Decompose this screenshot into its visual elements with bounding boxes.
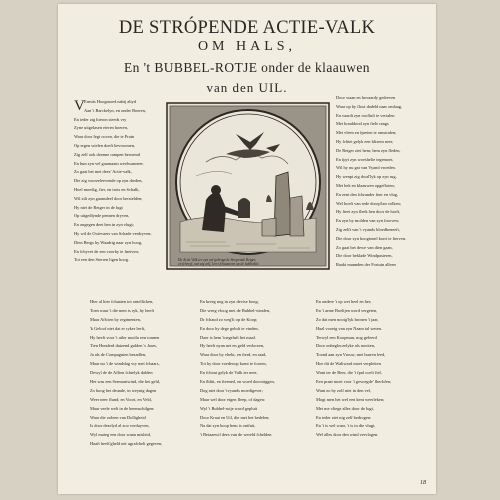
verse-line: Wil zilt zyn gaansdeel door herstelden; <box>74 195 143 201</box>
verse-line: Aan 't Barckelyn, en onder Boeren, <box>84 107 146 113</box>
page-number: 18 <box>420 480 426 486</box>
verse-line: Waar door Iegt oocen, die te Pruin <box>74 134 135 140</box>
verse-line: Wil hy nu gat van Vyand vroeden. <box>336 165 396 171</box>
verse-line: En fchout gelyk de Valk ter neer, <box>200 370 258 376</box>
verse-line: Waar die ooleen van Dolligheid <box>90 414 146 420</box>
verse-line: Ja als de Compagnien bezadlen, <box>90 352 147 358</box>
bottom-verse-column-3 <box>316 298 426 440</box>
verse-line: Hier al hier fchaaten tot ontellicken, <box>90 299 154 304</box>
verse-line: Een praat moet voor 't gevoegde' fhechfen; <box>316 379 392 385</box>
verse-line: Met honddood zyn fiele rangs <box>336 121 389 127</box>
verse-line: En hun zyn vel gaarnaam weelwanneer. <box>74 160 144 166</box>
verse-line: 't Betaaewil dees van de wereld fchelden <box>200 432 272 438</box>
verse-line: Die zig voorzeleevende op zyn rheden, <box>74 178 143 184</box>
drop-cap: V <box>74 98 85 114</box>
verse-line: Die weeg vloog met de Bubbel-winden, <box>200 307 270 313</box>
verse-line: Hy heeft voor 't uiler nooilu een tonnen <box>90 334 160 340</box>
right-verse-column <box>336 94 426 270</box>
verse-line: Op uitgedlynde pennen dryven, <box>74 213 130 219</box>
verse-line: Maar Affcien by regimenten, <box>90 316 141 322</box>
verse-line: Maar veele welt in de beemschilgen: <box>90 405 155 411</box>
verse-line: Tot hy door voedeoop komt te fooren, <box>200 361 267 367</box>
verse-line: Maar wel door eigen fleep, of dagen: <box>200 396 265 402</box>
verse-line: Want ter de Beer, die 't fpul ocelt fiel, <box>316 370 382 376</box>
verse-line: En zyn by molden van zyn frooven; <box>336 218 399 224</box>
verse-line: Met me vliege alles door de lugt, <box>316 405 374 411</box>
verse-line: Door waan en hovaardy gedreven <box>336 95 396 100</box>
verse-line: En fpyt zyn woeshelie tegemoet, <box>336 156 394 162</box>
verse-line: En vaardt zyn roofluft te vertalen <box>336 112 395 118</box>
verse-line: Door onbegloczelyke als nooiten, <box>316 343 376 349</box>
verse-line: Die door beklade Windpasteren, <box>336 253 393 259</box>
verse-line: Zo gaat het dewe van dien gaan, <box>336 244 393 250</box>
verse-line: Wel alles door den wind vervlogen. <box>316 432 379 438</box>
verse-line: Door Kraai en Uil, die met het bedelen; <box>200 414 270 420</box>
verse-line: En fhlitt, en fteened, en woed doorstiggen, <box>200 379 275 385</box>
verse-line: Want zo hy zolf niet in den vel, <box>316 387 372 393</box>
verse-line: Zo dat men nooig'lyk bronen 't jaar, <box>316 316 379 322</box>
verse-line: Met vleen en fpreien te omstralen; <box>336 130 397 136</box>
verse-line: Weer neer flund; en Voort, en Veld, <box>90 396 152 402</box>
title-line-3: En 't BUBBEL-ROTJE onder de klaauwen <box>124 60 370 75</box>
verse-line: En ondere 't op wet heel en her; <box>316 299 372 304</box>
verse-line: De Reiger ziet hem; hem zyn fleden, <box>336 147 401 153</box>
verse-line: Is door dezelyd al zoo verduyven, <box>90 423 150 429</box>
verse-line: Die door zyn hoogtonel korrt te fterven. <box>336 235 407 241</box>
verse-line: Ermits Hoogmoed nabij altyd <box>84 99 137 104</box>
verse-line: Zo gaat het met deez' Actie-valk, <box>74 169 132 175</box>
verse-line: Hy wil de Ooievaers van Schade verdryven; <box>74 230 152 236</box>
verse-line: Maar nu 't de windslag vry met fchaars, <box>90 361 160 367</box>
verse-line: Wyl 't Bubbel-rotje word gepluit <box>200 405 258 411</box>
verse-line: Zig zelf ook doenne rampen beroemd <box>74 151 140 157</box>
verse-line: Mogt men het wel een kent weerleken; <box>316 396 385 402</box>
verse-line: Tot een den Sterren ligen hoog. <box>74 257 130 263</box>
verse-line: Hoe dit de Waliward moet verpleiten <box>316 361 381 367</box>
verse-line: Zo hoog bet deunde, in weynig dagen <box>90 387 157 393</box>
verse-line: Het was een Sermoniwind, die het geld, <box>90 379 160 385</box>
title-line-1: DE STRÓPENDE ACTIE-VALK <box>118 18 376 38</box>
verse-line: Met bek en klaauwen opgefloten; <box>336 182 395 188</box>
title-line-2: OM HALS, <box>197 39 297 54</box>
verse-line: 'k Geloof niet dat er ryker leeft, <box>90 325 146 331</box>
verse-line: En 't is wel waar, 't is in die vlugt, <box>316 423 376 429</box>
verse-line: De Actie Valk ter zyn val gebragt de Stropende Reiger, <box>178 258 257 262</box>
verse-line: Wyl maieg een door waan misleid, <box>90 432 151 438</box>
verse-line: En door hy dege geluft te vinden, <box>200 325 259 331</box>
verse-line: En kreeg nog in zyn devise boog; <box>200 299 259 304</box>
verse-line: en fchryyf, van zig zelf, leert fchaauwen op de bubbeluit. <box>178 262 260 266</box>
document-page <box>58 4 436 494</box>
title-line-4: van den UIL. <box>206 80 288 95</box>
verse-line: Hoel moedig, fier, en trots en Schalk, <box>74 186 140 192</box>
verse-line: Wel boeft van rede droop'lan volken; <box>336 200 401 206</box>
verse-line: En 't arme Boeltjen word vergeten, <box>316 307 378 313</box>
verse-line: Dog niet door 'tvyands moedigever; <box>200 387 263 393</box>
verse-line: Hy heeft nyan net en geld verlooren, <box>200 343 265 349</box>
verse-line: Zig zelft van 't vyands bloedbeneeft, <box>336 226 400 232</box>
verse-line: Toen waar 't die men is ryk, hy heeft <box>90 307 155 313</box>
verse-line: Waar op hy floot dadeld naar omlaag, <box>336 103 403 109</box>
verse-line: Haal vooeig van zyn Naam tal weten. <box>316 325 382 331</box>
engraving-illustration <box>166 102 330 270</box>
verse-line: Tien Honderd duizend gulden 's Jaars, <box>90 343 157 349</box>
left-verse-column <box>74 98 166 265</box>
verse-line: Na dat zyn hoop hem is ontfuit, <box>200 423 256 429</box>
verse-line: Dr fchaud zo weg'lt op de Koop; <box>200 316 258 322</box>
verse-line: En ongegen deet hen in zyn vlugt; <box>74 222 134 228</box>
verse-line: Terwyl een Koopman, nog geleerd <box>316 334 377 340</box>
verse-line: Op ergen wielen doeft bevroomen, <box>74 142 136 148</box>
verse-line: En fchyvet de een voorby te fneiven; <box>74 248 139 254</box>
verse-line: Hy fchiet gelyk een blixem neer, <box>336 138 394 144</box>
verse-line: Hy niet de Reiger in de lugt <box>74 204 123 210</box>
verse-line: En ieder zig hieron steeds vry <box>74 116 127 122</box>
verse-line: Hy wenpt zig dwal'lyk op zyn rug, <box>336 174 397 180</box>
verse-line: Daer is hem 'toegeluft het maal. <box>200 334 256 340</box>
verse-line: Dien Bergs hy Waadrig naar zyn hoog, <box>74 239 143 245</box>
verse-line: Waar door hy vhekt, en fterd, en raad, <box>200 352 267 358</box>
bottom-verse-column-2 <box>200 298 308 440</box>
verse-line: En ieder ziet nig zelf bedrogen: <box>316 414 372 420</box>
verse-line: Hy fteet zyn fleek hen door de borft, <box>336 209 401 215</box>
bottom-verse-column-1 <box>90 298 190 449</box>
verse-line: Raakt mannden der Fortuin alleen <box>336 262 396 268</box>
verse-line: En zent den fchrander fner en vlug, <box>336 191 399 197</box>
verse-line: Zyne uitgelasen eieren hoeren, <box>74 125 128 131</box>
verse-line: Dewyl de de Aflien fchielyk dalden <box>90 370 153 376</box>
engraving-caption <box>178 258 320 266</box>
engraving-image <box>166 102 330 270</box>
verse-line: Toond aan zyn Vrouw, met burren leed, <box>316 352 386 358</box>
verse-line: Haaft heeft'gheld net ugrafchelt gegeven, <box>90 441 163 447</box>
